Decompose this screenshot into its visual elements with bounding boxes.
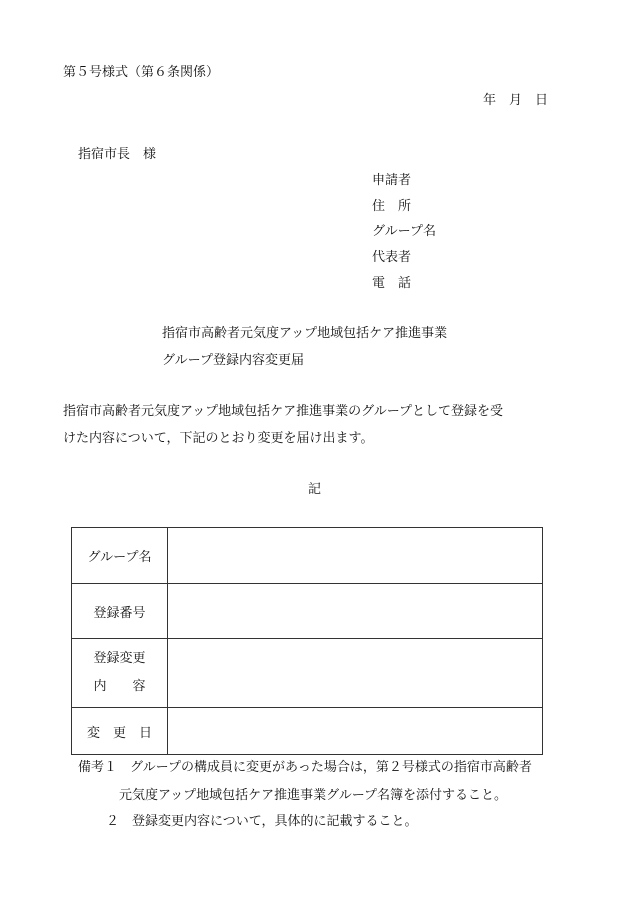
reg-number-value-field[interactable] — [168, 584, 543, 639]
representative-label: 代表者 — [372, 250, 412, 265]
table-row — [72, 584, 543, 639]
change-content-cell — [72, 639, 168, 708]
note1-line2: 元気度アップ地域包括ケア推進事業グループ名簿を添付すること。 — [119, 788, 508, 803]
phone-label: 電 話 — [372, 276, 412, 291]
change-content-label-line1: 登録変更 — [93, 651, 146, 666]
group-name-value-field[interactable] — [168, 528, 543, 584]
date-line: 年 月 日 — [483, 93, 549, 108]
addressee: 指宿市長 様 — [78, 147, 157, 162]
change-date-value-field[interactable] — [168, 708, 543, 755]
table-row — [72, 528, 543, 584]
ki-heading: 記 — [308, 482, 322, 497]
address-label: 住 所 — [372, 199, 412, 214]
table-row — [72, 639, 543, 708]
group-name-cell — [72, 528, 168, 584]
reg-number-cell-label: 登録番号 — [93, 605, 146, 621]
change-date-cell — [72, 708, 168, 755]
applicant-label: 申請者 — [372, 173, 412, 188]
change-table — [71, 527, 543, 755]
reg-number-cell — [72, 584, 168, 639]
form-number: 第５号様式（第６条関係） — [63, 65, 220, 80]
group-name-cell-label: グループ名 — [87, 550, 152, 565]
body-text-line2: けた内容について，下記のとおり変更を届け出ます。 — [63, 431, 374, 446]
note2: ２ 登録変更内容について，具体的に記載すること。 — [106, 814, 418, 829]
note1-line1: 備考１ グループの構成員に変更があった場合は，第２号様式の指宿市高齢者 — [78, 760, 532, 775]
change-content-label-line2: 内 容 — [93, 679, 146, 694]
document-title-line2: グループ登録内容変更届 — [162, 353, 304, 368]
table-row — [72, 708, 543, 755]
document-title-line1: 指宿市高齢者元気度アップ地域包括ケア推進事業 — [162, 326, 448, 341]
group-name-label: グループ名 — [372, 224, 436, 239]
change-date-cell-label: 変 更 日 — [86, 725, 152, 741]
body-text-line1: 指宿市高齢者元気度アップ地域包括ケア推進事業のグループとして登録を受 — [63, 404, 504, 419]
change-content-value-field[interactable] — [168, 639, 543, 708]
